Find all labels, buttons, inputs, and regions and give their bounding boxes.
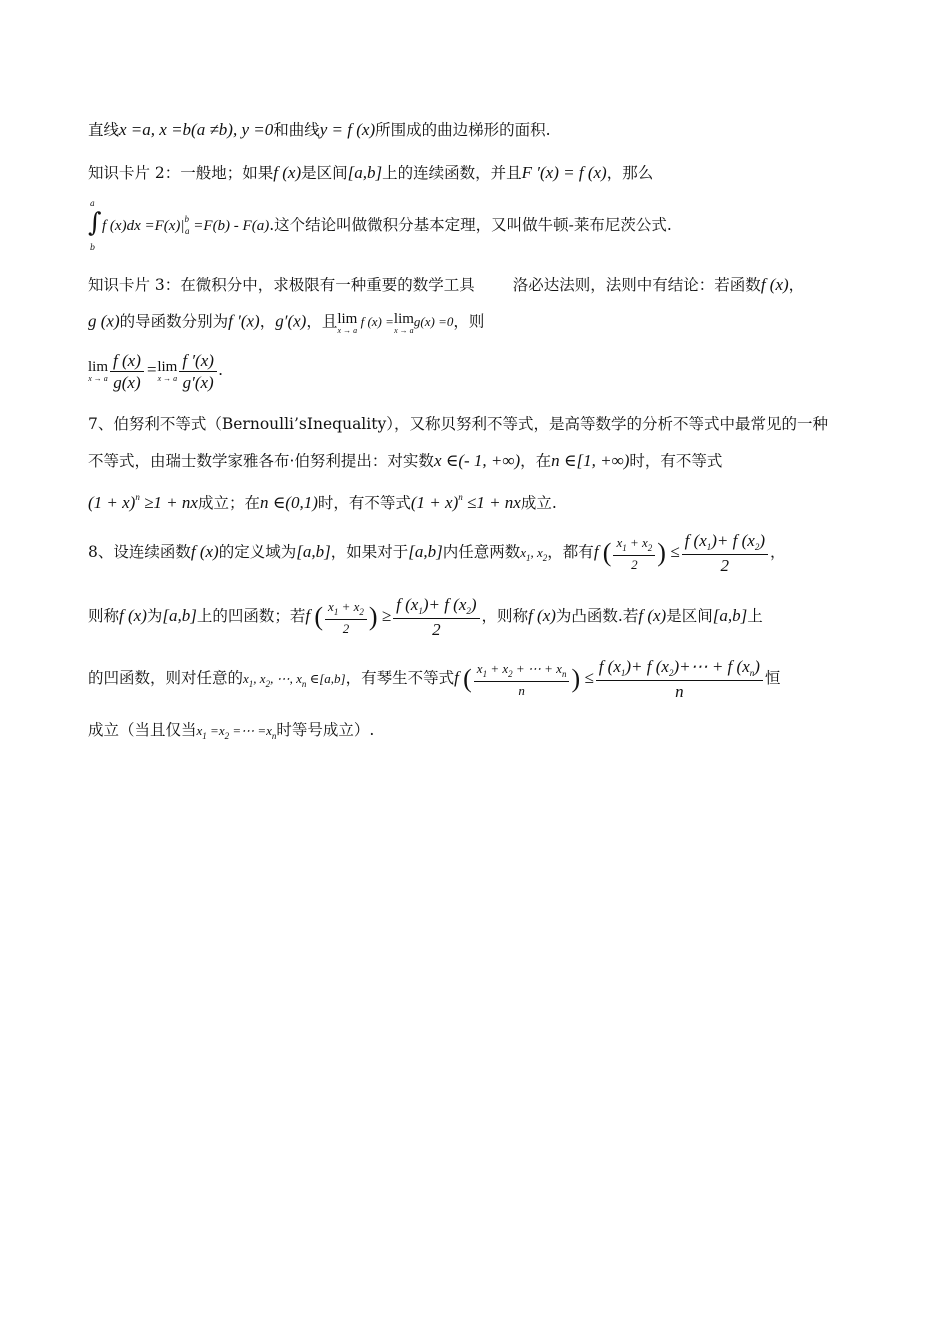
math-n-interval: n ∈(0,1) (259, 493, 318, 512)
math-x-domain: x ∈(- 1, +∞) (433, 451, 521, 470)
math-interval: [a,b] (408, 541, 443, 561)
card-2 (88, 164, 653, 182)
ftc-formula-line (88, 199, 672, 252)
text: ，那么 (606, 164, 654, 182)
text: 上 (747, 606, 763, 625)
text: 所围成的曲边梯形的面积. (375, 121, 551, 139)
math-fx: f (x) (528, 605, 556, 625)
card-3-line-1 (88, 276, 804, 294)
math-fx: f (x) (273, 163, 302, 182)
text: 成立. (520, 494, 557, 512)
text: ， (788, 276, 805, 294)
text: 时，有不等式 (629, 452, 723, 470)
text: 的定义域为 (218, 542, 297, 561)
p7-line-1 (88, 417, 828, 433)
math-concave-ineq: f ( $\frac{x_1 + x_2}{2}$ ) ≤ $\frac{f (x_1)+ f (x_2)}{2}$ (594, 542, 770, 561)
math-n-domain: n ∈[1, +∞) (551, 451, 630, 470)
text: ，在 (520, 452, 552, 470)
text: 直线 (88, 121, 120, 139)
math-limits-zero: lim x → a f (x) = lim x → a g(x) =0 (337, 311, 454, 335)
math-fx: f (x) (119, 605, 147, 625)
text: ，则 (453, 312, 485, 331)
text: 成立（当且仅当 (88, 721, 197, 739)
text: 是区间 (301, 164, 348, 182)
text: 时等号成立）. (276, 721, 375, 739)
math-convex-ineq: f ( $\frac{x_1 + x_2}{2}$ ) ≥ $\frac{f (x_1)+ f (x_2)}{2}$ (305, 606, 481, 625)
math-fx: f (x) (638, 605, 667, 625)
text: 洛必达法则，法则中有结论：若函数 (512, 276, 761, 294)
card-3-line-2 (88, 312, 484, 335)
text: 的导函数分别为 (119, 312, 229, 331)
text: 上的连续函数，并且 (382, 164, 522, 182)
math-lhopital: lim x → a $\frac{f (x)}{g(x)}$ = lim x → a $\frac{f '(x)}{g'(x)}$ . (88, 351, 224, 392)
text: 内任意两数 (442, 542, 521, 561)
line-area-definition (88, 121, 551, 139)
p7-line-3 (88, 493, 557, 512)
text: .这个结论叫做微积分基本定理，又叫做牛顿-莱布尼茨公式. (269, 216, 672, 234)
text: 知识卡片 2：一般地；如果 (88, 164, 274, 182)
math-bernoulli-2: $(1 + x)^n \le 1$ + nx (410, 492, 521, 512)
math-gprime: g′(x) (275, 311, 307, 331)
text: ，如果对于 (330, 542, 409, 561)
text: 成立；在 (197, 494, 260, 512)
p8-line-2 (88, 596, 763, 638)
text: 上的凹函数；若 (196, 606, 306, 625)
math-interval: [a,b] (347, 163, 383, 182)
text: 不等式，由瑞士数学家雅各布·伯努利提出：对实数 (88, 452, 434, 470)
text: ，都有 (547, 542, 594, 561)
text: 为 (146, 606, 163, 625)
text: 则称 (88, 606, 120, 625)
text: 7、伯努利不等式（Bernoulli’sInequality），又称贝努利不等式，是高等数学的分析不等式中最常见的一种 (88, 415, 828, 433)
p8-line-4 (88, 723, 374, 741)
text: ， (259, 312, 276, 331)
math-bounds: x =a, x =b(a ≠b), y =0 (119, 120, 274, 139)
math-interval: [a,b] (712, 605, 748, 625)
text: 时，有不等式 (317, 494, 411, 512)
text: 知识卡片 3：在微积分中，求极限有一种重要的数学工具 (88, 276, 475, 294)
math-jensen: f ( $\frac{x_1 + x_2 + \cdots + x_n}{n}$ ) ≤ $\frac{f (x_1)+ f (x_2)+\cdots + f (x_n)}{n}$ (454, 668, 765, 687)
math-x1x2: $x_1$, $x_2$ (520, 544, 548, 563)
p8-line-3 (88, 658, 780, 700)
math-derivative-eq: F ′(x) = f (x) (521, 163, 607, 182)
math-interval: [a,b] (162, 605, 197, 625)
text: 是区间 (666, 606, 713, 625)
math-equality-cond: $x_1 =x_2$ =⋯ $=x_n$ (196, 723, 277, 741)
text: 为凸函数.若 (555, 606, 639, 625)
math-xn-set: $x_1$, $x_2$, ⋯, $x_n$ ∈[a,b] (243, 670, 346, 689)
text: ，则称 (481, 606, 529, 625)
text: 的凹函数，则对任意的 (88, 668, 244, 687)
text: 和曲线 (273, 121, 320, 139)
p8-line-1 (88, 532, 786, 574)
p7-line-2 (88, 452, 722, 470)
math-gx: g (x) (88, 311, 120, 331)
math-ftc: f $(x)dx =F(x)|^b_a =F(b) - F(a)$ (102, 214, 270, 236)
text: 8、设连续函数 (88, 542, 191, 561)
lhopital-formula (88, 352, 223, 391)
text: ，有琴生不等式 (345, 668, 455, 687)
math-bernoulli-1: $(1 + x)^n \ge 1$ + nx (88, 492, 198, 512)
math-fprime: f ′(x) (228, 311, 260, 331)
text: ，且 (306, 312, 338, 331)
math-fx: f (x) (190, 541, 219, 561)
math-curve: y = f (x) (319, 120, 376, 139)
text: 恒 (764, 668, 781, 687)
text: ， (769, 542, 786, 561)
integral-sign: a ∫ b (88, 199, 102, 252)
math-fx: f (x) (760, 275, 789, 294)
math-interval: [a,b] (296, 541, 331, 561)
